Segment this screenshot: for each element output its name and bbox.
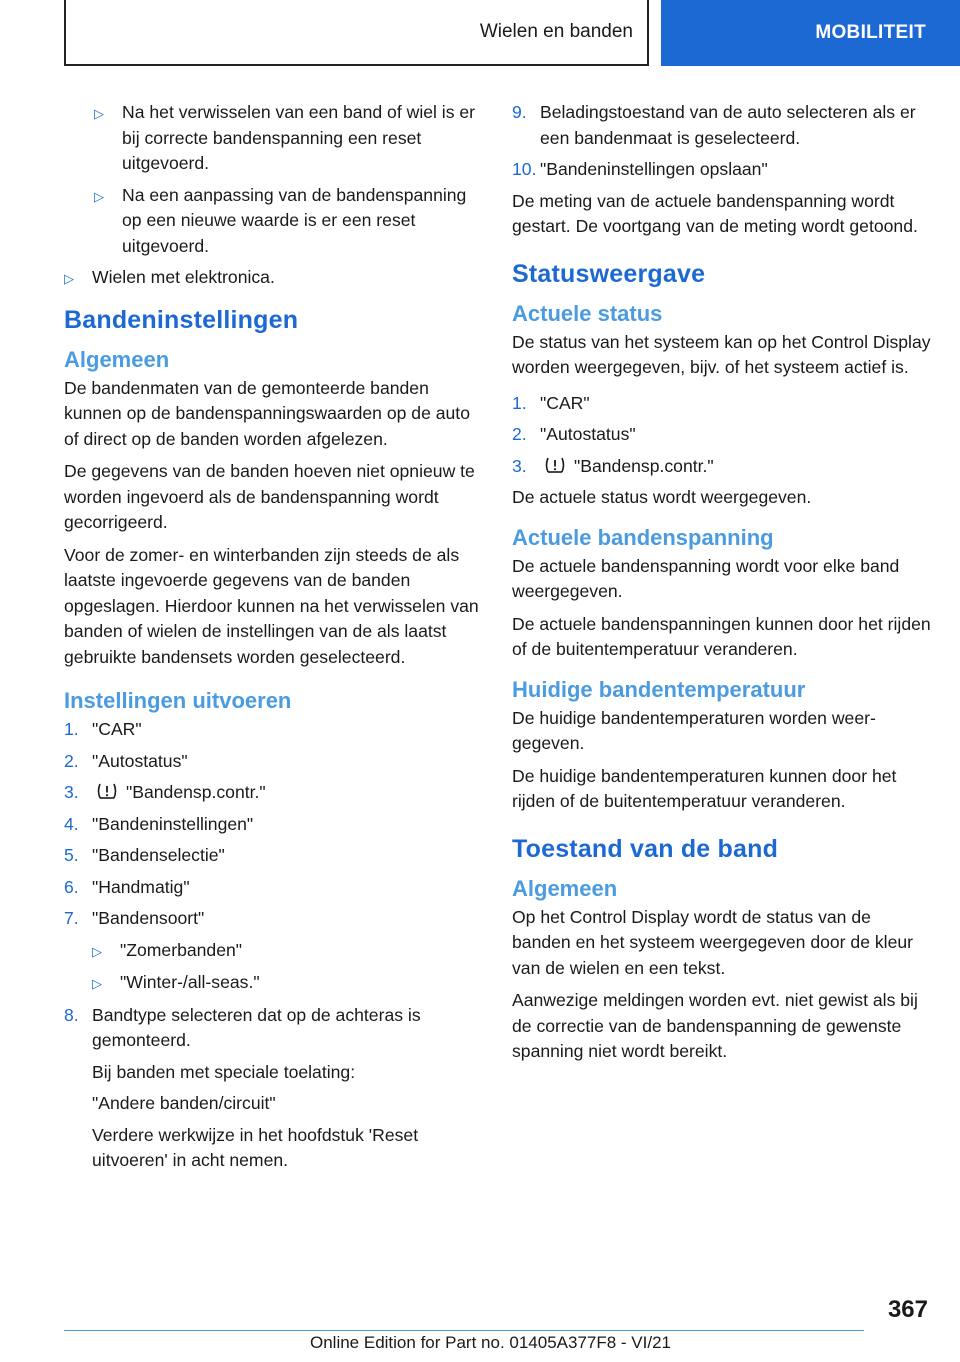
paragraph: Op het Control Display wordt de status van de banden en het systeem weergegeven door de kleur van de wielen en een tekst. — [512, 906, 914, 978]
page-header — [0, 0, 960, 66]
list-item: ▷ "Winter-/all-seas." — [92, 970, 484, 997]
triangle-bullet-icon: ▷ — [92, 976, 102, 991]
step-item: 6. "Handmatig" — [64, 876, 190, 897]
step-item: 1. "CAR" — [512, 392, 590, 413]
list-item: ▷ Na een aanpassing van de bandenspanning op een nieuwe waarde is er een reset uitgevoerd. — [94, 183, 484, 260]
step-item: 7. "Bandensoort" — [64, 908, 205, 928]
paragraph: De actuele status wordt weergegeven. — [512, 487, 812, 507]
chapter-title: MOBILITEIT — [815, 22, 926, 43]
triangle-bullet-icon: ▷ — [92, 943, 102, 959]
step-item: 2. "Autostatus" — [64, 750, 188, 771]
step-item: 10. "Bandeninstellingen opslaan" — [512, 159, 768, 179]
page-number: 367 — [887, 1296, 928, 1323]
step-item: 1. "CAR" — [64, 719, 142, 739]
paragraph: De status van het systeem kan op het Control Display worden weergegeven, bijv. of het systeem actief is. — [512, 331, 931, 377]
paragraph: De actuele bandenspanning wordt voor elke band weergegeven. — [512, 555, 900, 601]
left-column — [64, 100, 484, 1180]
paragraph: De gegevens van de banden hoeven niet opnieuw te worden ingevoerd als de bandenspanning wordt gecorrigeerd. — [64, 461, 475, 532]
heading-algemeen: Algemeen — [512, 875, 618, 901]
chapter-tab — [661, 0, 960, 66]
step-item: 4. "Bandeninstellingen" — [64, 813, 254, 834]
step-item: 9. Beladingstoestand van de auto selecteren als er een bandenmaat is geselecteerd. — [512, 102, 916, 148]
heading-actuele-bandenspanning: Actuele bandenspanning — [512, 524, 774, 550]
section-tab — [64, 0, 649, 66]
step-item: 5. "Bandenselectie" — [64, 845, 225, 865]
heading-bandeninstellingen: Bandeninstellingen — [64, 305, 299, 334]
paragraph: Voor de zomer- en winterbanden zijn steeds de als laatste ingevoerde gegevens van de banden opgeslagen. Hierdoor kunnen na het verwisselen van banden of wielen de instellingen van de als laatst gebruikte bandensets worden geselecteerd. — [64, 544, 479, 667]
list-item: ▷ Na het verwisselen van een band of wiel is er bij correcte bandenspanning een reset uitgevoerd. — [94, 100, 484, 177]
step-item: 2. "Autostatus" — [512, 424, 636, 444]
paragraph: De huidige bandentemperaturen kunnen door het rijden of de buitentemperatuur veranderen. — [512, 765, 897, 811]
paragraph: De actuele bandenspanningen kunnen door het rijden of de buitentemperatuur veranderen. — [512, 613, 931, 659]
tire-pressure-warning-icon — [96, 781, 118, 801]
step-item: 3. "Bandensp.contr." — [64, 782, 266, 802]
step-item: 3. "Bandensp.contr." — [512, 455, 714, 476]
list-item: ▷ "Zomerbanden" — [92, 938, 484, 965]
heading-toestand-van-de-band: Toestand van de band — [512, 834, 779, 863]
step-item: 8. Bandtype selecteren dat op de achteras is gemonteerd. Bij banden met speciale toelating: "Andere banden/circuit" Verdere werkwijze in het hoofdstuk 'Reset uitvoeren' in acht nemen. — [64, 1004, 421, 1170]
heading-statusweergave: Statusweergave — [512, 259, 706, 288]
heading-instellingen-uitvoeren: Instellingen uitvoeren — [64, 688, 292, 713]
triangle-bullet-icon: ▷ — [94, 188, 104, 204]
step7-options — [92, 938, 484, 997]
triangle-bullet-icon: ▷ — [64, 271, 74, 286]
paragraph: De meting van de actuele bandenspanning wordt gestart. De voortgang van de meting wordt getoond. — [512, 190, 918, 236]
paragraph: De bandenmaten van de gemonteerde banden kunnen op de bandenspanningswaarden op de auto of direct op de banden worden afgelezen. — [64, 377, 470, 449]
paragraph: De huidige bandentemperaturen worden weergegeven. — [512, 707, 876, 753]
footer-divider — [64, 1330, 864, 1331]
right-column — [512, 100, 932, 1072]
heading-algemeen: Algemeen — [64, 346, 170, 372]
section-title: Wielen en banden — [479, 21, 633, 42]
tire-pressure-warning-icon — [544, 455, 566, 475]
footer-edition: Online Edition for Part no. 01405A377F8 - VI/21 — [310, 1333, 672, 1352]
triangle-bullet-icon: ▷ — [94, 106, 104, 121]
list-item: ▷ Wielen met elektronica. — [64, 265, 484, 292]
paragraph: Aanwezige meldingen worden evt. niet gewist als bij de correctie van de bandenspanning de gewenste spanning niet wordt bereikt. — [512, 990, 918, 1061]
heading-actuele-status: Actuele status — [512, 300, 663, 326]
heading-huidige-bandentemperatuur: Huidige bandentemperatuur — [512, 676, 806, 702]
